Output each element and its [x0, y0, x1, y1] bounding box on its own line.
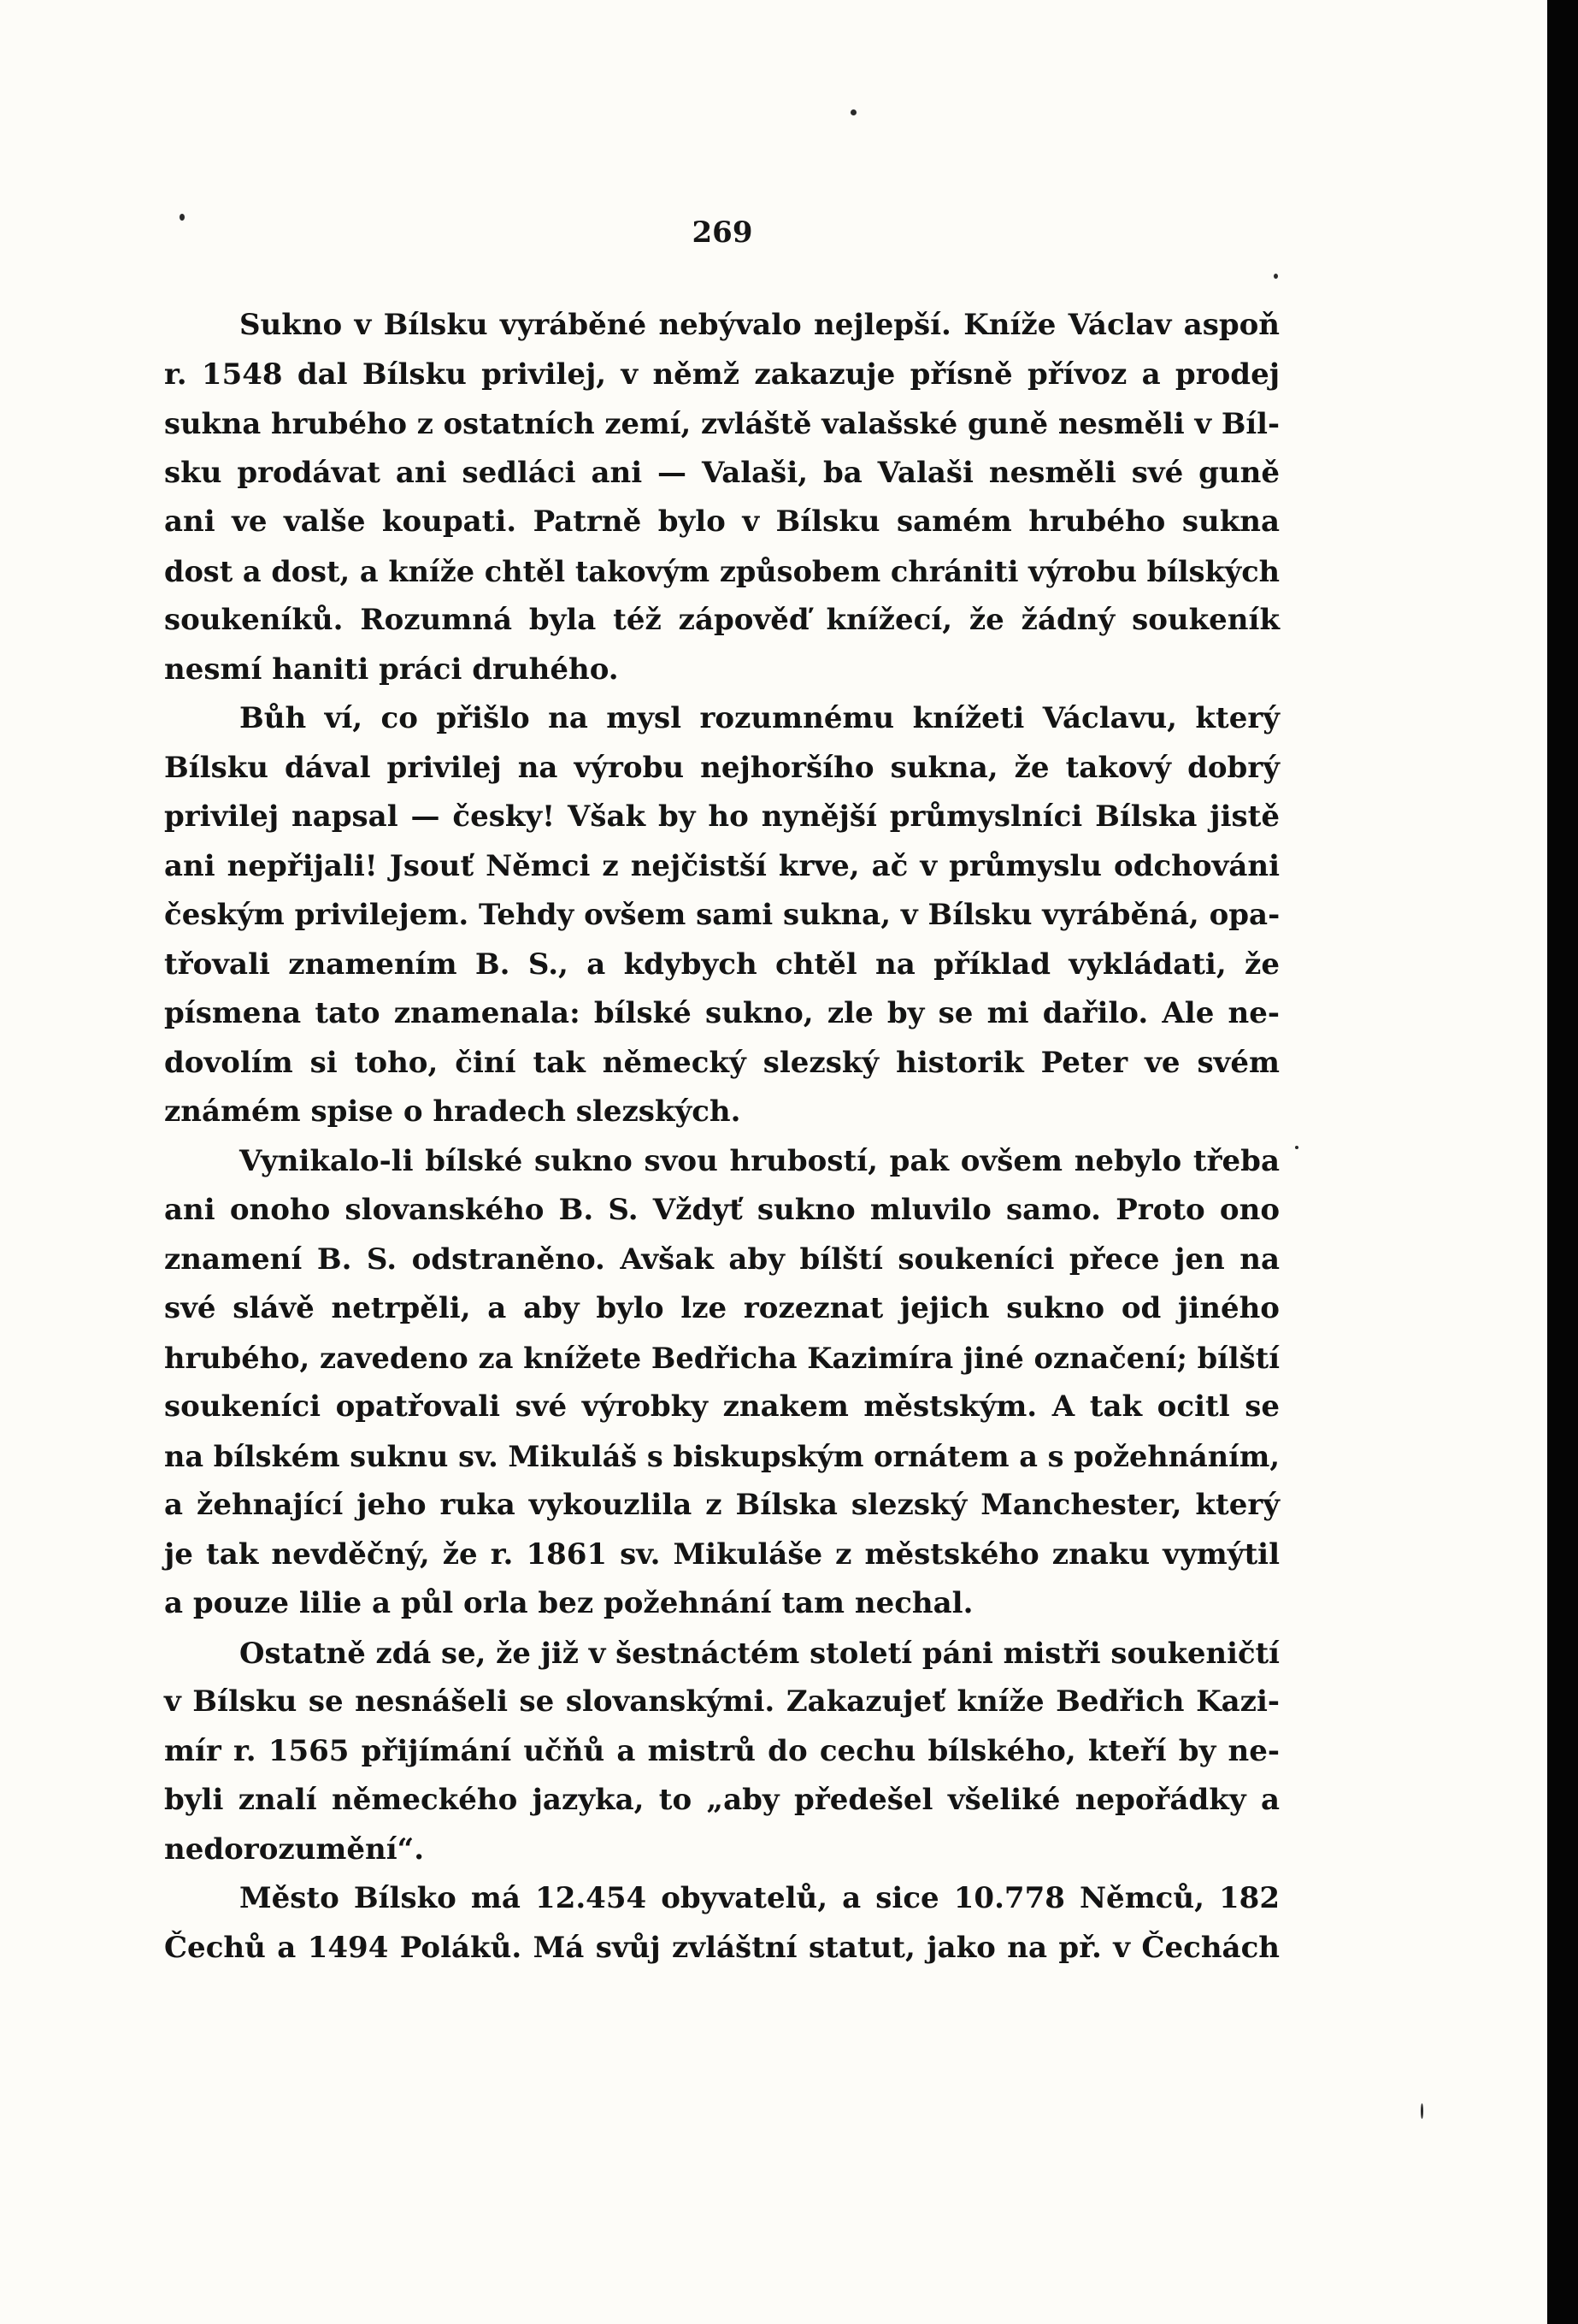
text-line: nesmí haniti práci druhého.	[164, 652, 619, 687]
text-line: ani onoho slovanského B. S. Vždyť sukno mluvilo samo. Proto ono	[164, 1193, 1280, 1227]
text-line: v Bílsku se nesnášeli se slovanskými. Zakazujeť kníže Bedřich Kazi-	[164, 1684, 1280, 1719]
text-line: českým privilejem. Tehdy ovšem sami sukna, v Bílsku vyráběná, opa-	[164, 898, 1281, 932]
paragraph	[164, 694, 1280, 1137]
text-line: ani nepřijali! Jsouť Němci z nejčistší krve, ač v průmyslu odchováni	[164, 848, 1280, 883]
text-line: sku prodávat ani sedláci ani — Valaši, ba Valaši nesměli své guně	[164, 455, 1280, 490]
text-line: mír r. 1565 přijímání učňů a mistrů do cechu bílského, kteří by ne-	[164, 1733, 1280, 1768]
text-line: Bůh ví, co přišlo na mysl rozumnému knížeti Václavu, který	[239, 701, 1280, 735]
text-line: r. 1548 dal Bílsku privilej, v němž zakazuje přísně přívoz a prodej	[164, 357, 1280, 392]
text-line: dovolím si toho, činí tak německý slezský historik Peter ve svém	[164, 1045, 1280, 1080]
text-line: písmena tato znamenala: bílské sukno, zle by se mi dařilo. Ale ne-	[164, 996, 1280, 1030]
text-line: ani ve valše koupati. Patrně bylo v Bílsku samém hrubého sukna	[164, 504, 1280, 539]
text-line: znamení B. S. odstraněno. Avšak aby bílští soukeníci přece jen na	[164, 1242, 1280, 1277]
page-number: 269	[692, 215, 753, 250]
text-line: Město Bílsko má 12.454 obyvatelů, a sice 10.778 Němců, 182	[239, 1881, 1280, 1915]
text-line: třovali znamením B. S., a kdybych chtěl na příklad vykládati, že	[164, 947, 1280, 982]
text-line: dost a dost, a kníže chtěl takovým způsobem chrániti výrobu bílských	[164, 554, 1280, 588]
text-line: a pouze lilie a půl orla bez požehnání tam nechal.	[164, 1586, 974, 1620]
text-line: nedorozumění“.	[164, 1831, 425, 1867]
text-line: své slávě netrpěli, a aby bylo lze rozeznat jejich sukno od jiného	[164, 1291, 1280, 1325]
text-line: Čechů a 1494 Poláků. Má svůj zvláštní statut, jako na př. v Čechách	[164, 1930, 1280, 1965]
text-line: Vynikalo-li bílské sukno svou hrubostí, pak ovšem nebylo třeba	[239, 1143, 1280, 1178]
text-line: sukna hrubého z ostatních zemí, zvláště valašské guně nesměli v Bíl-	[164, 406, 1280, 440]
text-line: na bílském suknu sv. Mikuláš s biskupským ornátem a s požehnáním,	[164, 1439, 1280, 1473]
paragraph	[164, 1874, 1280, 1973]
text-line: známém spise o hradech slezských.	[164, 1094, 741, 1129]
scan-speck	[851, 109, 857, 115]
scan-border	[1547, 0, 1578, 2324]
text-line: Ostatně zdá se, že již v šestnáctém století páni mistři soukeničtí	[239, 1635, 1280, 1670]
paragraph	[164, 1137, 1280, 1629]
text-line: Sukno v Bílsku vyráběné nebývalo nejlepší. Kníže Václav aspoň	[239, 308, 1280, 342]
paragraph	[164, 1629, 1280, 1875]
text-line: je tak nevděčný, že r. 1861 sv. Mikuláše z městského znaku vymýtil	[164, 1537, 1280, 1572]
scan-speck	[1274, 274, 1278, 279]
text-line: Bílsku dával privilej na výrobu nejhoršího sukna, že takový dobrý	[164, 750, 1280, 785]
paragraph	[164, 301, 1280, 694]
scan-speck	[1295, 1146, 1298, 1149]
text-line: byli znalí německého jazyka, to „aby předešel všeliké nepořádky a	[164, 1783, 1280, 1817]
scan-speck	[1421, 2103, 1423, 2119]
text-line: soukeníci opatřovali své výrobky znakem městským. A tak ocitl se	[164, 1389, 1280, 1424]
scan-speck	[180, 214, 185, 221]
text-line: soukeníků. Rozumná byla též zápověď knížecí, že žádný soukeník	[164, 603, 1280, 637]
body-text	[164, 301, 1280, 1973]
text-line: a žehnající jeho ruka vykouzlila z Bílska slezský Manchester, který	[164, 1488, 1280, 1522]
text-line: hrubého, zavedeno za knížete Bedřicha Kazimíra jiné označení; bílští	[164, 1340, 1280, 1375]
text-line: privilej napsal — česky! Však by ho nynější průmyslníci Bílska jistě	[164, 799, 1280, 834]
